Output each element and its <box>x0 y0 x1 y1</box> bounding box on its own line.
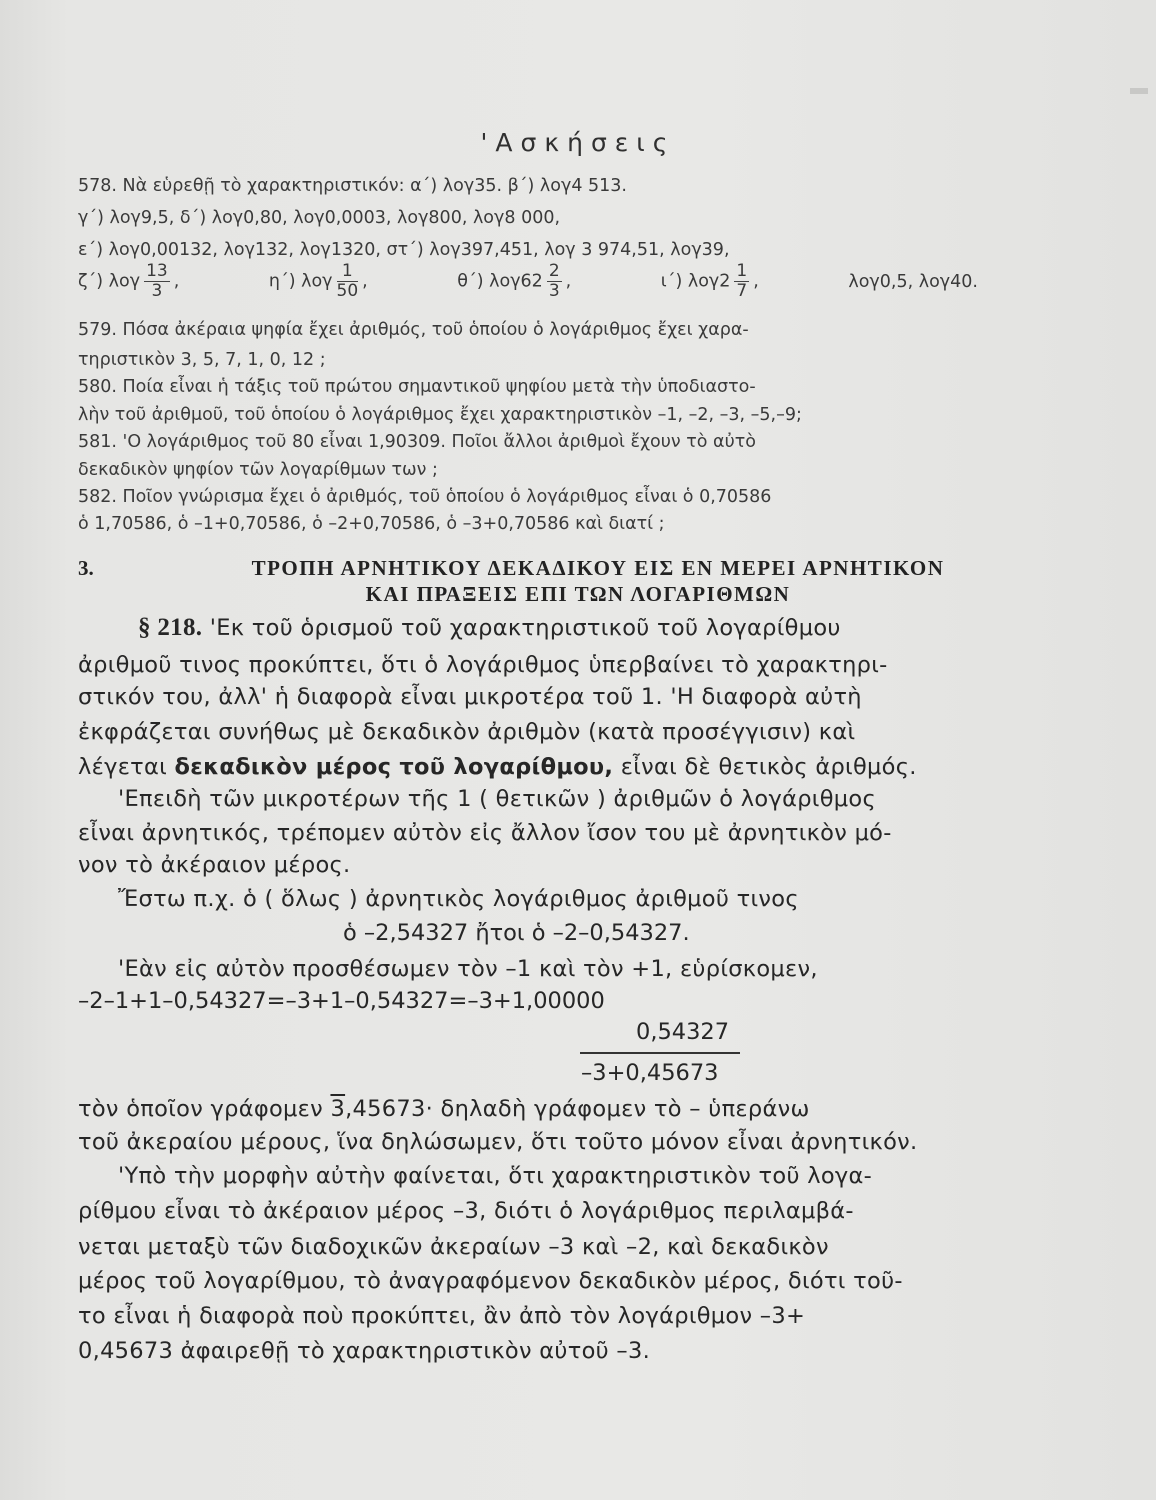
item-th: θ΄) λογ62 $\frac{2}{3}$ , <box>457 261 572 301</box>
fraction-1-7: $\frac{1}{7}$ <box>736 261 748 301</box>
calculation-rule <box>580 1052 740 1054</box>
paragraph-number: § 218. <box>138 614 203 641</box>
exercise-579-line-2: τηριστικὸν 3, 5, 7, 1, 0, 12 ; <box>78 350 326 370</box>
item-tail: λογ0,5, λογ40. <box>848 271 978 292</box>
exercise-578-line-1: 578. Νὰ εὑρεθῇ τὸ χαρακτηριστικόν: α΄) λογ35. β΄) λογ4 513. <box>78 176 627 196</box>
paragraph-6-line-6: 0,45673 ἀφαιρεθῇ τὸ χαρακτηριστικὸν αὐτοῦ –3. <box>78 1338 651 1364</box>
paragraph-6-line-2: ρίθμου εἶναι τὸ ἀκέραιον μέρος –3, διότι ὁ λογάριθμος περιλαμβά- <box>78 1198 854 1224</box>
fraction-2-3: $\frac{2}{3}$ <box>548 261 560 301</box>
calculation-line-2: 0,54327 <box>636 1019 730 1045</box>
item-h: η΄) λογ $\frac{1}{50}$ , <box>268 261 368 301</box>
term-decimal-part: δεκαδικὸν μέρος τοῦ λογαρίθμου, <box>174 754 614 780</box>
exercise-578-line-2: γ΄) λογ9,5, δ΄) λογ0,80, λογ0,0003, λογ800, λογ8 000, <box>78 208 561 228</box>
paragraph-2-line-3: νον τὸ ἀκέραιον μέρος. <box>78 852 351 878</box>
calculation-line-1: –2–1+1–0,54327=–3+1–0,54327=–3+1,00000 <box>78 988 605 1014</box>
section-title-line-1: ΤΡΟΠΗ ΑΡΝΗΤΙΚΟΥ ΔΕΚΑΔΙΚΟΥ ΕΙΣ ΕΝ ΜΕΡΕΙ ΑΡΝΗΤΙΚΟΝ <box>251 556 945 580</box>
section-number: 3. <box>78 556 94 580</box>
paragraph-1-line-1: § 218. 'Εκ τοῦ ὁρισμοῦ τοῦ χαρακτηριστικοῦ τοῦ λογαρίθμου <box>138 614 841 641</box>
paragraph-6-line-5: το εἶναι ἡ διαφορὰ ποὺ προκύπτει, ἂν ἀπὸ τὸν λογάριθμον –3+ <box>78 1303 806 1329</box>
paragraph-3-line-1: Ἔστω π.χ. ὁ ( ὅλως ) ἀρνητικὸς λογάριθμος ἀριθμοῦ τινος <box>118 886 799 912</box>
exercise-581-line-2: δεκαδικὸν ψηφίον τῶν λογαρίθμων των ; <box>78 460 438 480</box>
paragraph-4-line-1: 'Εὰν εἰς αὐτὸν προσθέσωμεν τὸν –1 καὶ τὸν +1, εὑρίσκομεν, <box>118 956 818 982</box>
exercise-581-line-1: 581. 'Ο λογάριθμος τοῦ 80 εἶναι 1,90309. Ποῖοι ἄλλοι ἀριθμοὶ ἔχουν τὸ αὐτὸ <box>78 432 756 452</box>
paragraph-6-line-4: μέρος τοῦ λογαρίθμου, τὸ ἀναγραφόμενον δεκαδικὸν μέρος, διότι τοῦ- <box>78 1268 903 1294</box>
bar-notation: 3 <box>330 1096 346 1122</box>
section-title-line-2: ΚΑΙ ΠΡΑΞΕΙΣ ΕΠΙ ΤΩΝ ΛΟΓΑΡΙΘΜΩΝ <box>365 582 791 606</box>
paragraph-1-line-3: στικόν του, ἀλλ' ἡ διαφορὰ εἶναι μικροτέρα τοῦ 1. 'Η διαφορὰ αὐτὴ <box>78 684 862 710</box>
paragraph-1-line-2: ἀριθμοῦ τινος προκύπτει, ὅτι ὁ λογάριθμος ὑπερβαίνει τὸ χαρακτηρι- <box>78 652 888 678</box>
paragraph-1-line-4: ἐκφράζεται συνήθως μὲ δεκαδικὸν ἀριθμὸν (κατὰ προσέγγισιν) καὶ <box>78 719 856 745</box>
example-logarithm: ὁ –2,54327 ἤτοι ὁ –2–0,54327. <box>343 920 690 946</box>
page-corner-mark <box>1130 88 1148 94</box>
paragraph-6-line-1: 'Υπὸ τὴν μορφὴν αὐτὴν φαίνεται, ὅτι χαρακτηριστικὸν τοῦ λογα- <box>118 1163 873 1189</box>
paragraph-5-line-2: τοῦ ἀκεραίου μέρους, ἵνα δηλώσωμεν, ὅτι τοῦτο μόνον εἶναι ἀρνητικόν. <box>78 1129 918 1155</box>
exercise-580-line-2: λὴν τοῦ ἀριθμοῦ, τοῦ ὁποίου ὁ λογάριθμος ἔχει χαρακτηριστικὸν –1, –2, –3, –5,–9; <box>78 405 802 425</box>
calculation-result: –3+0,45673 <box>581 1060 719 1086</box>
exercise-578-line-4 <box>78 262 978 301</box>
paragraph-2-line-1: 'Επειδὴ τῶν μικροτέρων τῆς 1 ( θετικῶν ) ἀριθμῶν ὁ λογάριθμος <box>118 786 876 812</box>
exercise-582-line-1: 582. Ποῖον γνώρισμα ἔχει ὁ ἀριθμός, τοῦ ὁποίου ὁ λογάριθμος εἶναι ὁ 0,70586 <box>78 487 772 507</box>
exercise-582-line-2: ὁ 1,70586, ὁ –1+0,70586, ὁ –2+0,70586, ὁ –3+0,70586 καὶ διατί ; <box>78 514 665 534</box>
exercise-578-line-3: ε΄) λογ0,00132, λογ132, λογ1320, στ΄) λογ397,451, λογ 3 974,51, λογ39, <box>78 240 730 260</box>
paragraph-6-line-3: νεται μεταξὺ τῶν διαδοχικῶν ἀκεραίων –3 καὶ –2, καὶ δεκαδικὸν <box>78 1234 829 1260</box>
paragraph-5-line-1: τὸν ὁποῖον γράφομεν 3,45673· δηλαδὴ γράφομεν τὸ – ὑπεράνω <box>78 1096 810 1122</box>
item-z: ζ΄) λογ $\frac{13}{3}$ , <box>78 261 180 301</box>
paragraph-2-line-2: εἶναι ἀρνητικός, τρέπομεν αὐτὸν εἰς ἄλλον ἴσον του μὲ ἀρνητικὸν μό- <box>78 820 892 846</box>
paragraph-1-line-5: λέγεται δεκαδικὸν μέρος τοῦ λογαρίθμου, εἶναι δὲ θετικὸς ἀριθμός. <box>78 754 917 780</box>
fraction-1-50: $\frac{1}{50}$ <box>336 261 359 301</box>
fraction-13-3: $\frac{13}{3}$ <box>146 261 168 301</box>
exercises-heading: 'Ασκήσεις <box>480 128 676 157</box>
exercise-579-line-1: 579. Πόσα ἀκέραια ψηφία ἔχει ἀριθμός, τοῦ ὁποίου ὁ λογάριθμος ἔχει χαρα- <box>78 320 749 340</box>
exercise-580-line-1: 580. Ποία εἶναι ἡ τάξις τοῦ πρώτου σημαντικοῦ ψηφίου μετὰ τὴν ὑποδιαστο- <box>78 377 756 397</box>
item-i: ι΄) λογ2 $\frac{1}{7}$ , <box>660 261 759 301</box>
